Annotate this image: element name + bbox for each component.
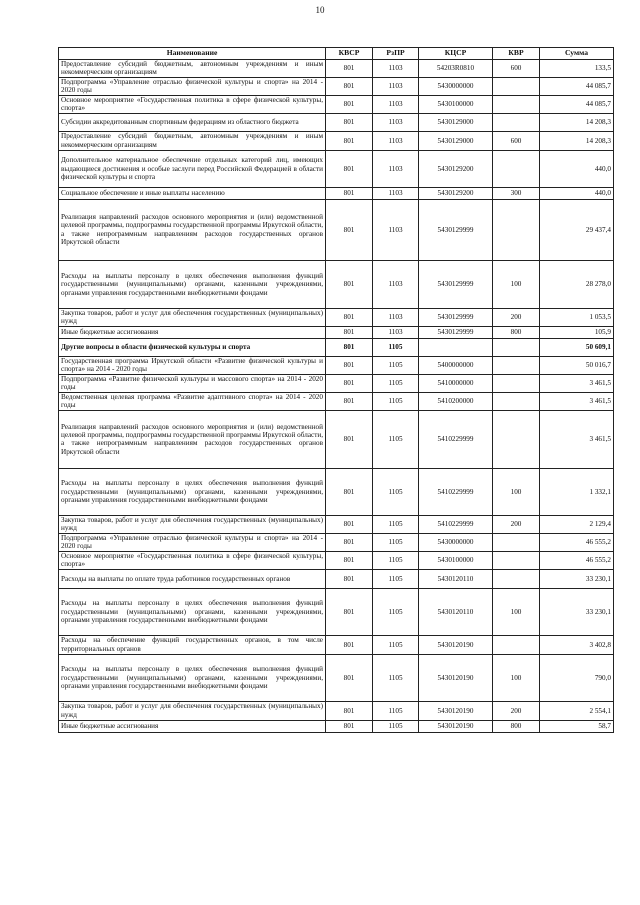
cell-kcsr: 5430120190	[419, 701, 493, 720]
cell-kvr: 100	[493, 260, 540, 308]
cell-kvr: 600	[493, 60, 540, 78]
cell-sum: 1 053,5	[540, 308, 614, 326]
cell-sum: 3 461,5	[540, 392, 614, 410]
cell-kcsr: 5430129200	[419, 150, 493, 187]
cell-kcsr: 5410200000	[419, 392, 493, 410]
cell-name: Основное мероприятие «Государственная политика в сфере физической культуры, спорта»	[59, 95, 326, 113]
cell-rzpr: 1105	[373, 569, 419, 588]
cell-kcsr: 5430000000	[419, 77, 493, 95]
cell-rzpr: 1105	[373, 533, 419, 551]
cell-name: Расходы на выплаты персоналу в целях обеспечения выполнения функций государственными (муниципальными) органами, казенными учреждениями, органами управления государственными внебюджетными фондами	[59, 588, 326, 635]
cell-kcsr	[419, 338, 493, 356]
cell-kvr	[493, 199, 540, 260]
cell-kcsr: 5430100000	[419, 551, 493, 569]
cell-kvr	[493, 356, 540, 374]
cell-name: Государственная программа Иркутской области «Развитие физической культуры и спорта» на 2014 - 2020 годы	[59, 356, 326, 374]
cell-name: Реализация направлений расходов основного мероприятия и (или) ведомственной целевой программы, подпрограммы государственной программы Иркутской области, а также непрограммным направлениям расходов государственных органов Иркутской области	[59, 410, 326, 468]
cell-kvr	[493, 338, 540, 356]
cell-name: Закупка товаров, работ и услуг для обеспечения государственных (муниципальных) нужд	[59, 701, 326, 720]
cell-kcsr: 5430129000	[419, 113, 493, 131]
cell-name: Расходы на выплаты персоналу в целях обеспечения выполнения функций государственными (муниципальными) органами, казенными учреждениями, органами управления государственными внебюджетными фондами	[59, 260, 326, 308]
table-row	[59, 551, 614, 569]
cell-kvsr: 801	[326, 356, 373, 374]
cell-name: Расходы на обеспечение функций государственных органов, в том числе территориальных органов	[59, 635, 326, 654]
table-row	[59, 533, 614, 551]
header-sum: Сумма	[540, 48, 614, 60]
cell-kvsr: 801	[326, 60, 373, 78]
cell-name: Закупка товаров, работ и услуг для обеспечения государственных (муниципальных) нужд	[59, 308, 326, 326]
cell-sum: 790,0	[540, 654, 614, 701]
table-header-row	[59, 48, 614, 60]
cell-kvsr: 801	[326, 326, 373, 338]
cell-sum: 14 208,3	[540, 113, 614, 131]
cell-kvr	[493, 392, 540, 410]
cell-sum: 3 461,5	[540, 410, 614, 468]
cell-sum: 33 230,1	[540, 569, 614, 588]
cell-rzpr: 1105	[373, 410, 419, 468]
cell-kvsr: 801	[326, 654, 373, 701]
cell-kvsr: 801	[326, 374, 373, 392]
cell-kvr	[493, 150, 540, 187]
cell-kvr	[493, 551, 540, 569]
page-number: 10	[315, 5, 325, 15]
cell-sum: 33 230,1	[540, 588, 614, 635]
cell-name: Расходы на выплаты по оплате труда работников государственных органов	[59, 569, 326, 588]
cell-rzpr: 1105	[373, 588, 419, 635]
cell-sum: 58,7	[540, 720, 614, 732]
cell-rzpr: 1103	[373, 326, 419, 338]
table-row	[59, 308, 614, 326]
table-row	[59, 187, 614, 199]
cell-sum: 14 208,3	[540, 131, 614, 150]
table-row	[59, 392, 614, 410]
cell-rzpr: 1103	[373, 260, 419, 308]
cell-kvsr: 801	[326, 720, 373, 732]
cell-kcsr: 5410229999	[419, 468, 493, 515]
cell-kcsr: 5410229999	[419, 515, 493, 533]
cell-kvsr: 801	[326, 187, 373, 199]
cell-rzpr: 1103	[373, 131, 419, 150]
cell-kvr: 600	[493, 131, 540, 150]
cell-rzpr: 1105	[373, 701, 419, 720]
cell-kcsr: 5430120110	[419, 588, 493, 635]
cell-name: Субсидии аккредитованным спортивным федерациям из областного бюджета	[59, 113, 326, 131]
table-row	[59, 260, 614, 308]
cell-sum: 28 278,0	[540, 260, 614, 308]
table-row	[59, 374, 614, 392]
cell-name: Дополнительное материальное обеспечение отдельных категорий лиц, имеющих выдающиеся достижения и особые заслуги перед Российской Федерацией в области физической культуры и спорта	[59, 150, 326, 187]
cell-kvr	[493, 113, 540, 131]
cell-sum: 133,5	[540, 60, 614, 78]
cell-rzpr: 1103	[373, 187, 419, 199]
cell-kvsr: 801	[326, 533, 373, 551]
table-row	[59, 569, 614, 588]
cell-rzpr: 1105	[373, 720, 419, 732]
cell-rzpr: 1105	[373, 551, 419, 569]
cell-name: Ведомственная целевая программа «Развитие адаптивного спорта» на 2014 - 2020 годы	[59, 392, 326, 410]
cell-kcsr: 5400000000	[419, 356, 493, 374]
cell-rzpr: 1105	[373, 515, 419, 533]
cell-kvr: 200	[493, 701, 540, 720]
table-row	[59, 60, 614, 78]
table-row	[59, 95, 614, 113]
table-row	[59, 515, 614, 533]
cell-sum: 44 085,7	[540, 77, 614, 95]
table-row	[59, 654, 614, 701]
cell-kvsr: 801	[326, 701, 373, 720]
cell-sum: 50 609,1	[540, 338, 614, 356]
table-row	[59, 720, 614, 732]
cell-rzpr: 1103	[373, 150, 419, 187]
cell-kvr: 100	[493, 468, 540, 515]
cell-name: Расходы на выплаты персоналу в целях обеспечения выполнения функций государственными (муниципальными) органами, казенными учреждениями, органами управления государственными внебюджетными фондами	[59, 654, 326, 701]
cell-rzpr: 1105	[373, 392, 419, 410]
cell-kvr	[493, 635, 540, 654]
cell-kvr	[493, 533, 540, 551]
cell-name: Расходы на выплаты персоналу в целях обеспечения выполнения функций государственными (муниципальными) органами, казенными учреждениями, органами управления государственными внебюджетными фондами	[59, 468, 326, 515]
cell-kcsr: 5410229999	[419, 410, 493, 468]
cell-name: Предоставление субсидий бюджетным, автономным учреждениям и иным некоммерческим организациям	[59, 60, 326, 78]
table-row	[59, 131, 614, 150]
cell-kvsr: 801	[326, 113, 373, 131]
cell-kvsr: 801	[326, 569, 373, 588]
cell-kvsr: 801	[326, 150, 373, 187]
cell-sum: 46 555,2	[540, 551, 614, 569]
table-row	[59, 338, 614, 356]
cell-name: Основное мероприятие «Государственная политика в сфере физической культуры, спорта»	[59, 551, 326, 569]
cell-kcsr: 5410000000	[419, 374, 493, 392]
cell-sum: 2 554,1	[540, 701, 614, 720]
cell-sum: 2 129,4	[540, 515, 614, 533]
cell-kcsr: 5430120190	[419, 654, 493, 701]
cell-name: Социальное обеспечение и иные выплаты населению	[59, 187, 326, 199]
cell-rzpr: 1103	[373, 113, 419, 131]
cell-kcsr: 5430120190	[419, 635, 493, 654]
header-kvr: КВР	[493, 48, 540, 60]
cell-kvsr: 801	[326, 131, 373, 150]
cell-sum: 50 016,7	[540, 356, 614, 374]
cell-kcsr: 5430129000	[419, 131, 493, 150]
cell-sum: 3 461,5	[540, 374, 614, 392]
header-kcsr: КЦСР	[419, 48, 493, 60]
cell-name: Подпрограмма «Управление отраслью физической культуры и спорта» на 2014 - 2020 годы	[59, 77, 326, 95]
header-name: Наименование	[59, 48, 326, 60]
cell-kcsr: 5430129999	[419, 260, 493, 308]
table-row	[59, 701, 614, 720]
cell-kvr	[493, 77, 540, 95]
cell-kvsr: 801	[326, 77, 373, 95]
cell-name: Другие вопросы в области физической культуры и спорта	[59, 338, 326, 356]
cell-kvsr: 801	[326, 260, 373, 308]
cell-rzpr: 1105	[373, 374, 419, 392]
cell-kvr: 200	[493, 515, 540, 533]
cell-kcsr: 5430129999	[419, 326, 493, 338]
cell-sum: 440,0	[540, 187, 614, 199]
cell-name: Подпрограмма «Управление отраслью физической культуры и спорта» на 2014 - 2020 годы	[59, 533, 326, 551]
cell-kvr	[493, 410, 540, 468]
cell-name: Иные бюджетные ассигнования	[59, 326, 326, 338]
cell-name: Реализация направлений расходов основного мероприятия и (или) ведомственной целевой программы, подпрограммы государственной программы Иркутской области, а также непрограммным направлениям расходов государственных органов Иркутской области	[59, 199, 326, 260]
cell-kvr: 800	[493, 720, 540, 732]
cell-kcsr: 5430120110	[419, 569, 493, 588]
cell-kcsr: 5430000000	[419, 533, 493, 551]
cell-kvsr: 801	[326, 308, 373, 326]
cell-kvr	[493, 374, 540, 392]
cell-rzpr: 1103	[373, 60, 419, 78]
cell-kvsr: 801	[326, 468, 373, 515]
cell-rzpr: 1103	[373, 77, 419, 95]
cell-sum: 46 555,2	[540, 533, 614, 551]
cell-kvr: 300	[493, 187, 540, 199]
cell-sum: 440,0	[540, 150, 614, 187]
cell-kvr	[493, 95, 540, 113]
cell-kcsr: 5430100000	[419, 95, 493, 113]
cell-sum: 105,9	[540, 326, 614, 338]
table-row	[59, 77, 614, 95]
cell-rzpr: 1103	[373, 95, 419, 113]
cell-rzpr: 1105	[373, 654, 419, 701]
cell-kcsr: 5430120190	[419, 720, 493, 732]
table-row	[59, 468, 614, 515]
cell-kvr: 100	[493, 588, 540, 635]
header-kvsr: КВСР	[326, 48, 373, 60]
cell-name: Предоставление субсидий бюджетным, автономным учреждениям и иным некоммерческим организациям	[59, 131, 326, 150]
cell-kcsr: 5430129999	[419, 308, 493, 326]
cell-kcsr: 5430129999	[419, 199, 493, 260]
cell-rzpr: 1105	[373, 356, 419, 374]
cell-rzpr: 1105	[373, 468, 419, 515]
table-row	[59, 356, 614, 374]
cell-kvsr: 801	[326, 515, 373, 533]
header-rzpr: РзПР	[373, 48, 419, 60]
cell-sum: 3 402,8	[540, 635, 614, 654]
cell-kvr: 800	[493, 326, 540, 338]
cell-kvsr: 801	[326, 635, 373, 654]
table-row	[59, 113, 614, 131]
table-row	[59, 635, 614, 654]
cell-rzpr: 1103	[373, 199, 419, 260]
cell-sum: 1 332,1	[540, 468, 614, 515]
cell-kvsr: 801	[326, 392, 373, 410]
cell-kcsr: 5430129200	[419, 187, 493, 199]
cell-kvsr: 801	[326, 338, 373, 356]
cell-name: Иные бюджетные ассигнования	[59, 720, 326, 732]
table-row	[59, 326, 614, 338]
cell-sum: 29 437,4	[540, 199, 614, 260]
cell-kvsr: 801	[326, 551, 373, 569]
cell-kvsr: 801	[326, 410, 373, 468]
cell-kvr	[493, 569, 540, 588]
cell-kvr: 200	[493, 308, 540, 326]
budget-table	[58, 47, 614, 733]
cell-kvsr: 801	[326, 588, 373, 635]
table-row	[59, 588, 614, 635]
cell-rzpr: 1105	[373, 338, 419, 356]
cell-kvsr: 801	[326, 199, 373, 260]
cell-kvsr: 801	[326, 95, 373, 113]
cell-rzpr: 1103	[373, 308, 419, 326]
table-row	[59, 150, 614, 187]
cell-name: Закупка товаров, работ и услуг для обеспечения государственных (муниципальных) нужд	[59, 515, 326, 533]
cell-name: Подпрограмма «Развитие физической культуры и массового спорта» на 2014 - 2020 годы	[59, 374, 326, 392]
table-row	[59, 199, 614, 260]
table-row	[59, 410, 614, 468]
cell-kvr: 100	[493, 654, 540, 701]
cell-sum: 44 085,7	[540, 95, 614, 113]
cell-kcsr: 54203R0810	[419, 60, 493, 78]
cell-rzpr: 1105	[373, 635, 419, 654]
